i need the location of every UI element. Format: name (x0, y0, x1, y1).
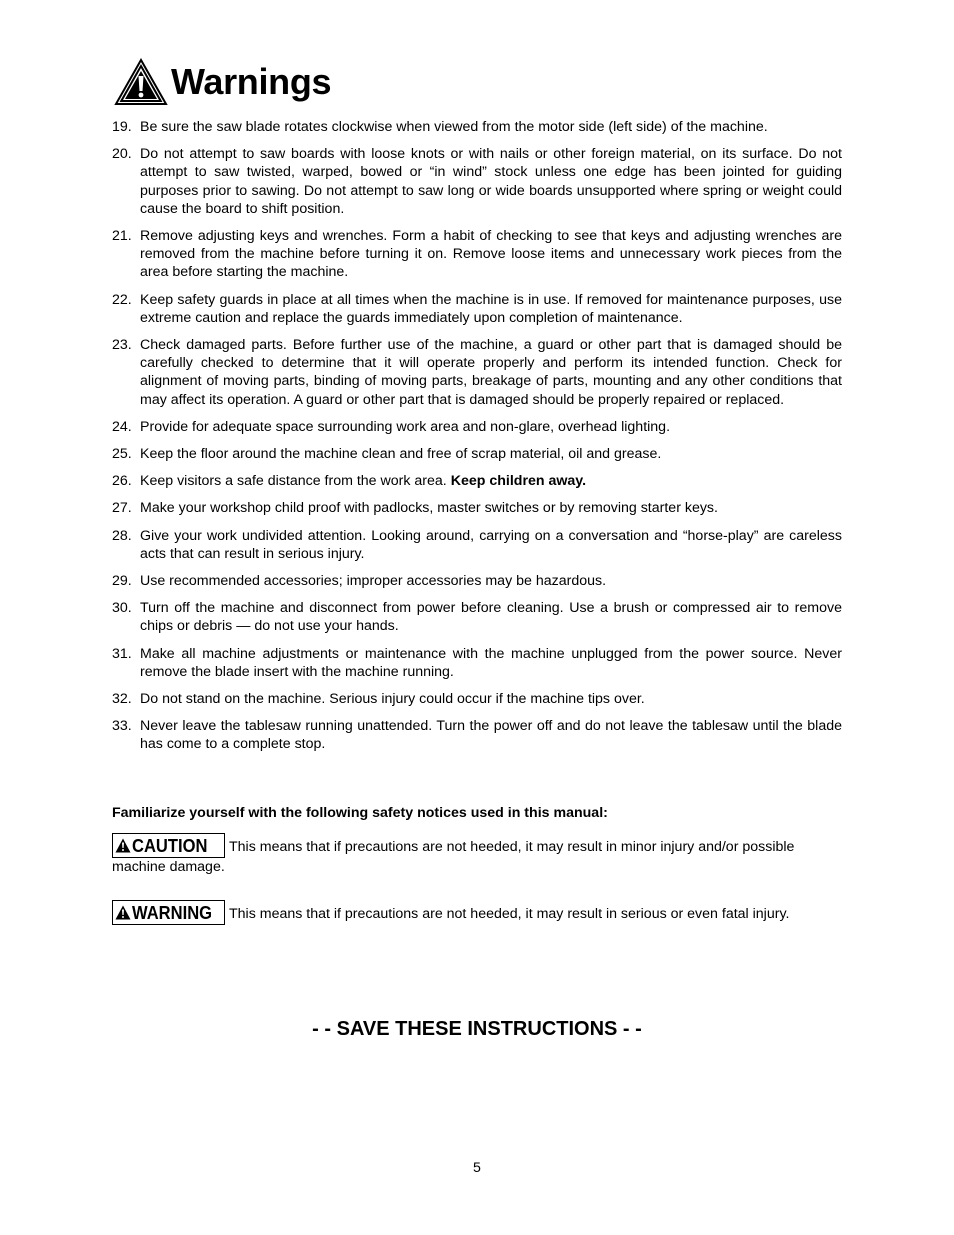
item-text: Provide for adequate space surrounding work area and non-glare, overhead lighting. (140, 418, 671, 435)
item-text: Give your work undivided attention. Looking around, carrying on a conversation and “horse-play” are careless acts that can result in serious injury. (140, 527, 842, 562)
list-item (112, 717, 842, 753)
list-item (112, 118, 842, 136)
caution-label: CAUTION (132, 835, 208, 856)
item-number: 21. (112, 228, 132, 245)
list-item (112, 336, 842, 409)
list-item (112, 527, 842, 563)
item-text: Check damaged parts. Before further use of the machine, a guard or other part that is damaged should be carefully checked to determine that it will operate properly and perform its intended function. Check for alignment of moving parts, binding of moving parts, breakage of parts, mounting and any other conditions that may affect its operation. A guard or other part that is damaged should be properly repaired or replaced. (140, 337, 842, 408)
page-header (114, 58, 331, 106)
item-number: 19. (112, 119, 132, 135)
item-text: Keep safety guards in place at all times when the machine is in use. If removed for maintenance purposes, use extreme caution and replace the guards immediately upon completion of maintenance. (140, 291, 842, 326)
item-number: 25. (112, 446, 132, 463)
list-item (112, 227, 842, 282)
item-number: 32. (112, 691, 132, 708)
item-number: 28. (112, 527, 132, 544)
notices-intro: Familiarize yourself with the following safety notices used in this manual: (112, 805, 608, 821)
page-number: 5 (473, 1160, 481, 1176)
save-instructions-heading: - - SAVE THESE INSTRUCTIONS - - (312, 1018, 642, 1040)
list-item (112, 445, 842, 463)
alert-triangle-icon (115, 905, 131, 920)
item-number: 20. (112, 146, 132, 163)
item-text: Keep visitors a safe distance from the work area. (140, 473, 447, 490)
alert-triangle-icon (115, 838, 131, 853)
list-item (112, 472, 842, 490)
warning-label: WARNING (132, 902, 213, 923)
item-text: Use recommended accessories; improper accessories may be hazardous. (140, 573, 607, 590)
list-item (112, 690, 842, 708)
item-text: Keep the floor around the machine clean and free of scrap material, oil and grease. (140, 446, 662, 463)
item-number: 33. (112, 718, 132, 735)
item-text: Never leave the tablesaw running unattended. Turn the power off and do not leave the tablesaw until the blade has come to a complete stop. (140, 718, 842, 753)
warning-text: This means that if precautions are not heeded, it may result in serious or even fatal injury. (229, 906, 790, 922)
item-text: Remove adjusting keys and wrenches. Form a habit of checking to see that keys and adjusting wrenches are removed from the machine before turning it on. Remove loose items and unnecessary work pieces from the area before starting the machine. (140, 228, 842, 281)
caution-badge (112, 833, 225, 858)
warning-badge (112, 900, 225, 925)
caution-notice (112, 833, 842, 876)
item-number: 26. (112, 473, 132, 490)
item-number: 31. (112, 645, 132, 662)
warning-notice (112, 900, 842, 925)
list-item (112, 645, 842, 681)
list-item (112, 572, 842, 590)
item-bold-text: Keep children away. (450, 473, 587, 490)
item-text: Do not stand on the machine. Serious injury could occur if the machine tips over. (140, 691, 645, 708)
item-number: 27. (112, 500, 132, 517)
item-number: 23. (112, 337, 132, 354)
warning-triangle-icon (114, 58, 168, 106)
item-text: Turn off the machine and disconnect from power before cleaning. Use a brush or compressed air to remove chips or debris — do not use your hands. (140, 600, 842, 635)
list-item (112, 599, 842, 635)
caution-text: This means that if precautions are not heeded, it may result in minor injury and/or possible machine damage. (112, 839, 795, 875)
item-text: Be sure the saw blade rotates clockwise when viewed from the motor side (left side) of the machine. (140, 119, 768, 135)
warnings-list (112, 118, 842, 763)
item-number: 24. (112, 418, 132, 435)
list-item (112, 499, 842, 517)
list-item (112, 418, 842, 436)
item-text: Make all machine adjustments or maintenance with the machine unplugged from the power source. Never remove the blade insert with the machine running. (140, 645, 842, 680)
item-number: 29. (112, 573, 132, 590)
list-item (112, 291, 842, 327)
page-title: Warnings (171, 61, 332, 102)
item-text: Make your workshop child proof with padlocks, master switches or by removing starter keys. (140, 500, 718, 517)
item-number: 30. (112, 600, 132, 617)
item-text: Do not attempt to saw boards with loose knots or with nails or other foreign material, on its surface. Do not attempt to saw twisted, warped, bowed or “in wind” stock unless one edge has been jointed for guiding purposes prior to sawing. Do not attempt to saw long or wide boards unsupported where spring or weight could cause the board to shift position. (140, 146, 842, 217)
list-item (112, 145, 842, 218)
item-number: 22. (112, 291, 132, 308)
